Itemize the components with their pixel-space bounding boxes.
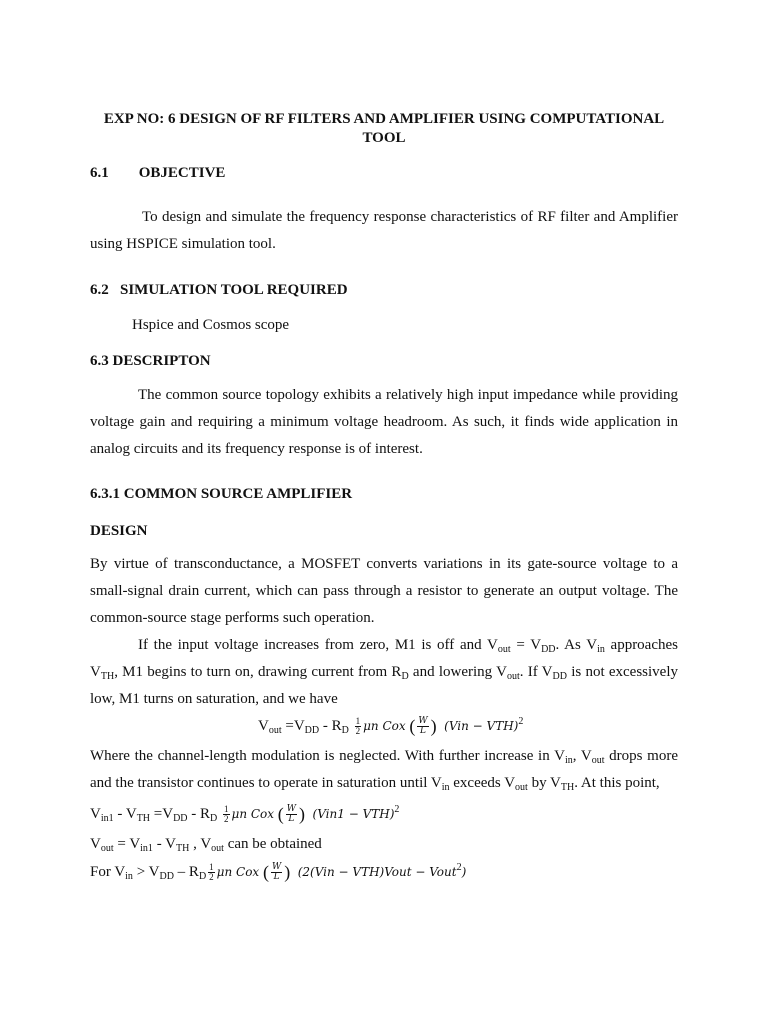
equation-1: $V_{out} =V_{DD} - R_D$ $\frac{1}{2}$ μn Cox ( $\frac{W}{L}$ ) (Vin − VTH)$^2$ bbox=[258, 715, 524, 736]
section-6-3-1-heading: 6.3.1 COMMON SOURCE AMPLIFIER bbox=[90, 486, 353, 502]
design-paragraph: By virtue of transconductance, a MOSFET converts variations in its gate-source voltage to a small-signal drain current, which can pass through a resistor to generate an output voltage. The common-source stage performs such operation. bbox=[90, 556, 678, 626]
design-heading: DESIGN bbox=[90, 523, 148, 539]
description-text: The common source topology exhibits a relatively high input impedance while providing voltage gain and requiring a minimum voltage headroom. As such, it finds wide application in analog circuits and its frequency response is of interest. bbox=[90, 387, 678, 457]
input-voltage-paragraph: If the input voltage increases from zero, M1 is off and $V_{out} = V_{DD}$. As $V_{in}$ approaches $V_{TH}$, M1 begins to turn on, drawing current from $R_D$ and lowering $V_{out}$. If $V_{DD}$ is not excessively low, M1 turns on saturation, and we have bbox=[90, 637, 678, 707]
tools-text: Hspice and Cosmos scope bbox=[132, 317, 290, 333]
vout-line: $V_{out} = V_{in1} - V_{TH}$ , $V_{out}$ can be obtained bbox=[90, 836, 322, 854]
equation-3: For $V_{in} > V_{DD} - R_D$ $\frac{1}{2}$ μn Cox ( $\frac{W}{L}$ ) (2(Vin − VTH)Vout − Vout$^2$) bbox=[90, 861, 467, 882]
channel-length-paragraph: Where the channel-length modulation is neglected. With further increase in $V_{in}$, $V_{out}$ drops more and the transistor continues to operate in saturation until $V_{in}$ exceeds $V_{out}$ by $V_{TH}$. At this point, bbox=[90, 748, 679, 793]
section-title: OBJECTIVE bbox=[138, 165, 226, 181]
page-title: EXP NO: 6 DESIGN OF RF FILTERS AND AMPLIFIER USING COMPUTATIONAL TOOL bbox=[103, 111, 665, 146]
section-6-2-heading: 6.2 SIMULATION TOOL REQUIRED bbox=[90, 282, 348, 298]
section-number: 6.1 bbox=[90, 165, 109, 181]
section-6-3-heading: 6.3 DESCRIPTON bbox=[90, 353, 211, 369]
section-6-1-heading bbox=[90, 165, 225, 182]
equation-2: $V_{in1} - V_{TH} =V_{DD} - R_D$ $\frac{1}{2}$ μn Cox ( $\frac{W}{L}$ ) (Vin1 − VTH)$^2$ bbox=[90, 803, 400, 824]
objective-text: To design and simulate the frequency response characteristics of RF filter and Amplifier using HSPICE simulation tool. bbox=[90, 209, 678, 252]
